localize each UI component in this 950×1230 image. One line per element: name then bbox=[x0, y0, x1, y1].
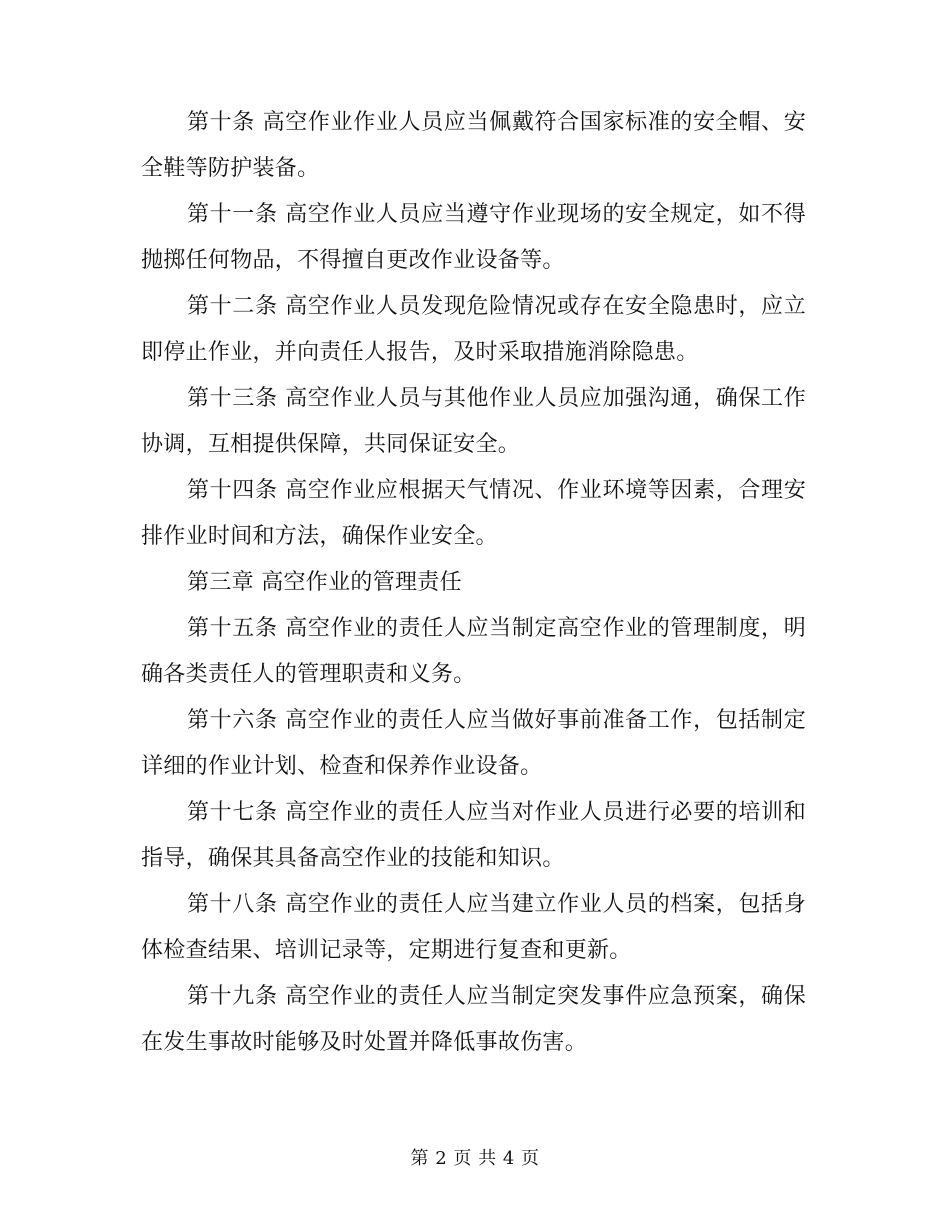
article-17: 第十七条 高空作业的责任人应当对作业人员进行必要的培训和指导，确保其具备高空作业的技能和知识。 bbox=[141, 800, 806, 871]
chapter-3-heading: 第三章 高空作业的管理责任 bbox=[187, 570, 462, 595]
article-10: 第十条 高空作业作业人员应当佩戴符合国家标准的安全帽、安全鞋等防护装备。 bbox=[141, 110, 806, 181]
article-16: 第十六条 高空作业的责任人应当做好事前准备工作，包括制定详细的作业计划、检查和保养作业设备。 bbox=[141, 708, 806, 779]
page-number-footer: 第 2 页 共 4 页 bbox=[410, 1148, 540, 1169]
article-12: 第十二条 高空作业人员发现危险情况或存在安全隐患时，应立即停止作业，并向责任人报告，及时采取措施消除隐患。 bbox=[141, 294, 806, 365]
article-11: 第十一条 高空作业人员应当遵守作业现场的安全规定，如不得抛掷任何物品，不得擅自更改作业设备等。 bbox=[141, 202, 806, 273]
document-body bbox=[141, 100, 806, 1066]
article-15: 第十五条 高空作业的责任人应当制定高空作业的管理制度，明确各类责任人的管理职责和义务。 bbox=[141, 616, 806, 687]
article-18: 第十八条 高空作业的责任人应当建立作业人员的档案，包括身体检查结果、培训记录等，定期进行复查和更新。 bbox=[141, 892, 806, 963]
article-13: 第十三条 高空作业人员与其他作业人员应加强沟通，确保工作协调，互相提供保障，共同保证安全。 bbox=[141, 386, 806, 457]
article-19: 第十九条 高空作业的责任人应当制定突发事件应急预案，确保在发生事故时能够及时处置并降低事故伤害。 bbox=[141, 984, 806, 1055]
article-14: 第十四条 高空作业应根据天气情况、作业环境等因素，合理安排作业时间和方法，确保作业安全。 bbox=[141, 478, 806, 549]
